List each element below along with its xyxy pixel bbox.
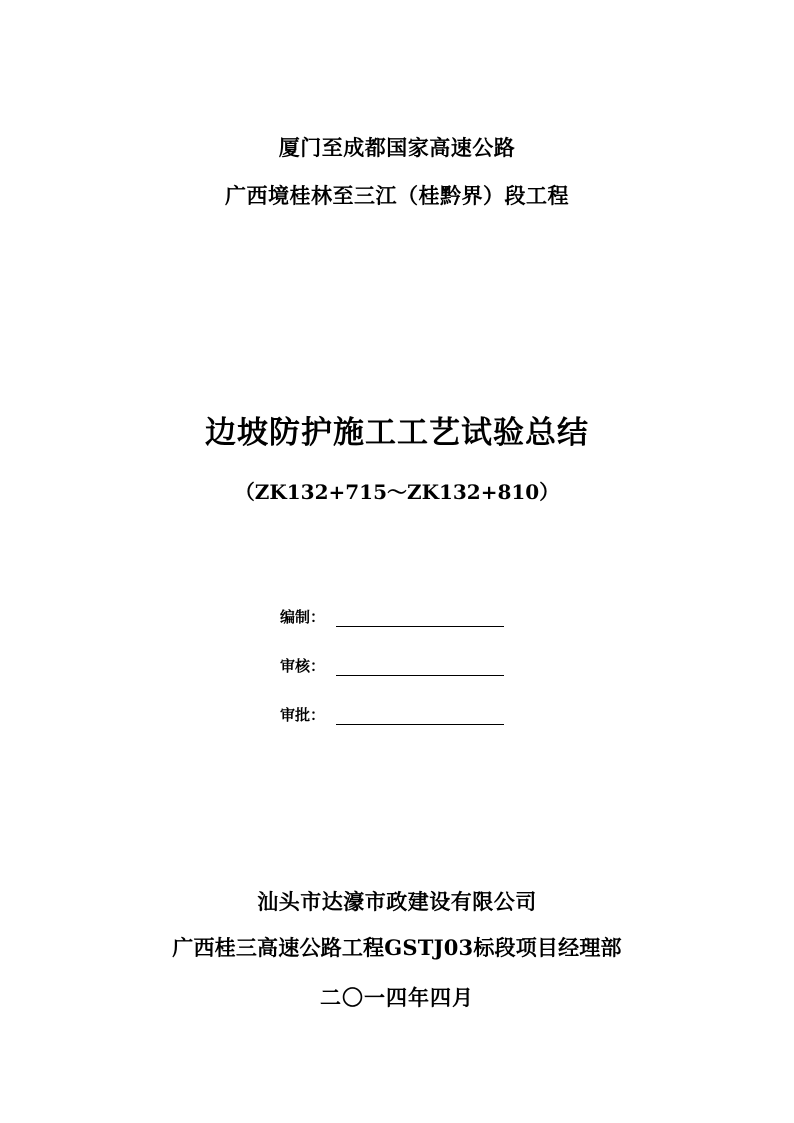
document-date: 二〇一四年四月 <box>320 985 474 1010</box>
department-name: 广西桂三高速公路工程GSTJ03标段项目经理部 <box>172 935 622 960</box>
signature-line <box>336 606 504 627</box>
document-subtitle: （ZK132+715～ZK132+810） <box>234 480 560 504</box>
signature-label: 审核： <box>280 657 326 675</box>
project-name-line1: 厦门至成都国家高速公路 <box>278 135 516 160</box>
signature-row-approve <box>280 701 504 725</box>
signature-line <box>336 655 504 676</box>
company-name: 汕头市达濠市政建设有限公司 <box>257 889 537 914</box>
project-name-line2: 广西境桂林至三江（桂黔界）段工程 <box>225 183 569 208</box>
document-title: 边坡防护施工工艺试验总结 <box>205 415 589 451</box>
signature-line <box>336 704 504 725</box>
signature-label: 审批： <box>280 706 326 724</box>
signature-row-compile <box>280 603 504 627</box>
signature-label: 编制： <box>280 608 326 626</box>
signature-row-review <box>280 652 504 676</box>
